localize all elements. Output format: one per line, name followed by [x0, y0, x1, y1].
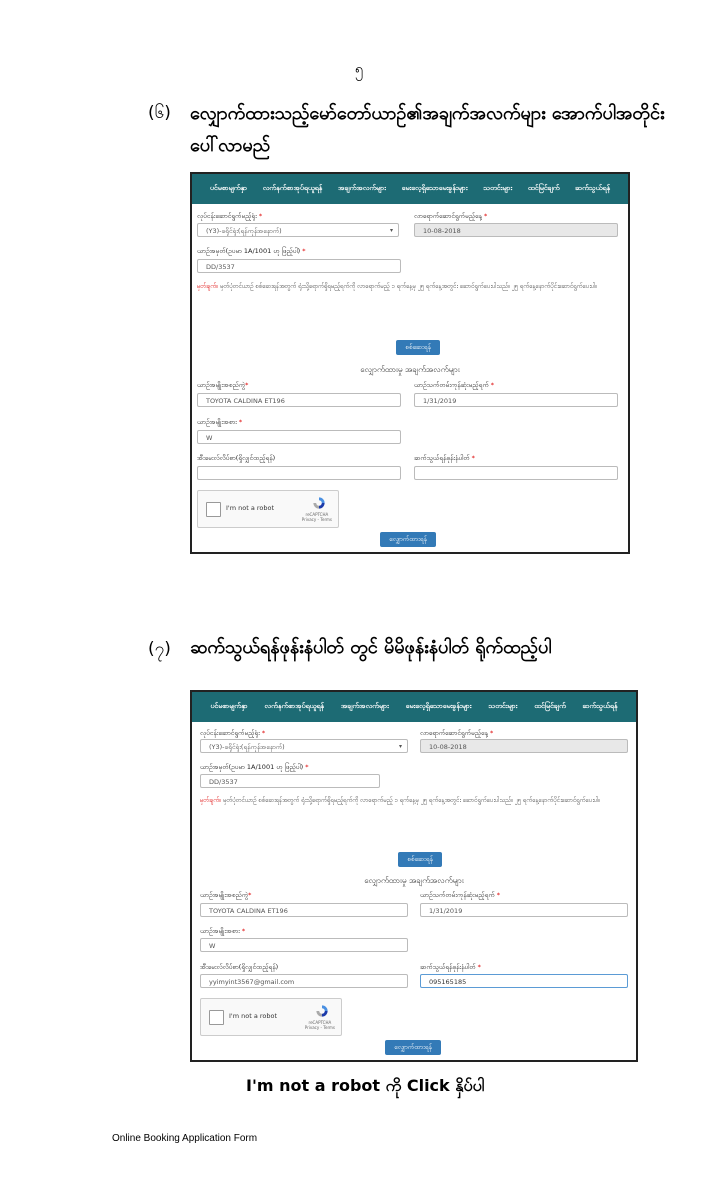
- type-field[interactable]: W: [200, 938, 408, 952]
- model-field[interactable]: TOYOTA CALDINA ET196: [197, 393, 401, 407]
- model-label: ယာဉ်အမျိုးအစည်ကွဲ*: [200, 891, 252, 899]
- email-field[interactable]: yyimyint3567@gmail.com: [200, 974, 408, 988]
- captcha-label: I'm not a robot: [226, 504, 275, 512]
- step-6-line-2: ပေါ်လာမည်: [190, 135, 271, 156]
- email-label: အီးမေးလ်လိပ်စာ(ရှိလျှင်ထည့်ရန်): [200, 963, 279, 971]
- nav-bar: [192, 174, 628, 204]
- expiry-label: ယာဉ်သက်တမ်းကုန်ဆုံးမည့်ရက် *: [420, 891, 501, 899]
- nav-feedback[interactable]: ထင်မြင်ချက်: [527, 184, 560, 192]
- plate-label: ယာဉ်အမှတ်(ဥပမာ 1A/1001 ဟု ဖြည့်ပါ) *: [197, 247, 306, 255]
- type-label: ယာဉ်အမျိုးအစား *: [197, 418, 243, 426]
- date-field[interactable]: 10-08-2018: [420, 739, 628, 753]
- nav-book[interactable]: လက်နက်စာအုပ်ရယူရန်: [264, 702, 324, 710]
- captcha-label: I'm not a robot: [229, 1012, 278, 1020]
- phone-label: ဆက်သွယ်ရန်ဖုန်းနံပါတ် *: [420, 963, 481, 971]
- nav-bar: [192, 692, 636, 722]
- recaptcha-logo-icon: [315, 1004, 329, 1018]
- nav-info[interactable]: အချက်အလက်များ: [340, 702, 389, 710]
- screenshot-form-2: [190, 690, 638, 1062]
- plate-field[interactable]: DD/3537: [197, 259, 401, 273]
- section-title: လျှောက်ထားမှု အချက်အလက်များ: [360, 365, 460, 374]
- step-6-line-1: လျှောက်ထားသည့်မော်တော်ယာဉ်၏အချက်အလက်များ အောက်ပါအတိုင်း: [190, 103, 665, 124]
- email-label: အီးမေးလ်လိပ်စာ(ရှိလျှင်ထည့်ရန်): [197, 454, 276, 462]
- chevron-down-icon: ▾: [398, 743, 402, 750]
- captcha-checkbox[interactable]: [209, 1010, 224, 1025]
- type-field[interactable]: W: [197, 430, 401, 444]
- date-label: လာရောက်ဆောင်ရွက်မည့်နေ့ *: [420, 729, 494, 737]
- nav-contact[interactable]: ဆက်သွယ်ရန်: [582, 702, 618, 710]
- note-text: မှတ်ချက်။ မှတ်ပုံတင်ယာဉ် စစ်ဆေးရန်အတွက် ရုံးသို့ရောက်ရှိရမည့်ရက်ကို လာရောက်မည့် ၁ ရက်နေ့မှ ၂၅ ရက်နေ့အတွင်း ဆောင်ရွက်ပေးပါသည်။ ၂၅ ရက်နေ့နောက်ပိုင်းဆောင်ရွက်ပေးပါ။: [197, 283, 598, 290]
- note-text: မှတ်ချက်။ မှတ်ပုံတင်ယာဉ် စစ်ဆေးရန်အတွက် ရုံးသို့ရောက်ရှိရမည့်ရက်ကို လာရောက်မည့် ၁ ရက်နေ့မှ ၂၅ ရက်နေ့အတွင်း ဆောင်ရွက်ပေးပါသည်။ ၂၅ ရက်နေ့နောက်ပိုင်းဆောင်ရွက်ပေးပါ။: [200, 797, 601, 804]
- recaptcha-widget: [197, 490, 339, 528]
- expiry-field[interactable]: 1/31/2019: [420, 903, 628, 917]
- office-label: လုပ်ငန်းဆောင်ရွက်မည့်ရုံး *: [200, 729, 266, 737]
- captcha-brand: reCAPTCHA Privacy - Terms: [301, 512, 332, 522]
- nav-info[interactable]: အချက်အလက်များ: [338, 184, 386, 192]
- nav-contact[interactable]: ဆက်သွယ်ရန်: [575, 184, 611, 192]
- step-6-text: [190, 98, 665, 162]
- email-field[interactable]: [197, 466, 401, 480]
- type-label: ယာဉ်အမျိုးအစား *: [200, 927, 246, 935]
- screenshot-form-1: [190, 172, 630, 554]
- check-button[interactable]: စစ်ဆေးရန်: [396, 340, 440, 355]
- expiry-field[interactable]: 1/31/2019: [414, 393, 618, 407]
- nav-home[interactable]: ပင်မစာမျက်နှာ: [209, 184, 247, 192]
- nav-feedback[interactable]: ထင်မြင်ချက်: [534, 702, 566, 710]
- phone-label: ဆက်သွယ်ရန်ဖုန်းနံပါတ် *: [414, 454, 475, 462]
- office-select[interactable]: (Y3)-ခရိုင်ရုံး(ရန်ကုန်အနောက်) ▾: [197, 223, 399, 237]
- step-6: [148, 98, 668, 168]
- phone-field[interactable]: [414, 466, 618, 480]
- plate-field[interactable]: DD/3537: [200, 774, 380, 788]
- nav-home[interactable]: ပင်မစာမျက်နှာ: [210, 702, 248, 710]
- step-6-number: (၆): [148, 103, 171, 123]
- office-select[interactable]: (Y3)-ခရိုင်ရုံး(ရန်ကုန်အနောက်) ▾: [200, 739, 408, 753]
- nav-faq[interactable]: မေးလေ့ရှိသောမေးခွန်းများ: [405, 702, 472, 710]
- submit-button[interactable]: လျှောက်ထားရန်: [385, 1040, 441, 1055]
- check-button[interactable]: စစ်ဆေးရန်: [398, 852, 442, 867]
- step-7-text: ဆက်သွယ်ရန်ဖုန်းနံပါတ် တွင် မိမိဖုန်းနံပါတ် ရိုက်ထည့်ပါ: [190, 637, 552, 658]
- nav-news[interactable]: သတင်းများ: [483, 184, 513, 192]
- date-label: လာရောက်ဆောင်ရွက်မည့်နေ့ *: [414, 212, 488, 220]
- caption: I'm not a robot ကို Click နှိပ်ပါ: [246, 1076, 485, 1095]
- nav-faq[interactable]: မေးလေ့ရှိသောမေးခွန်းများ: [401, 184, 468, 192]
- submit-button[interactable]: လျှောက်ထားရန်: [380, 532, 436, 547]
- expiry-label: ယာဉ်သက်တမ်းကုန်ဆုံးမည့်ရက် *: [414, 381, 495, 389]
- recaptcha-widget: [200, 998, 342, 1036]
- phone-field[interactable]: 095165185: [420, 974, 628, 988]
- captcha-checkbox[interactable]: [206, 502, 221, 517]
- step-7: [148, 632, 668, 666]
- date-field[interactable]: 10-08-2018: [414, 223, 618, 237]
- plate-label: ယာဉ်အမှတ်(ဥပမာ 1A/1001 ဟု ဖြည့်ပါ) *: [200, 763, 309, 771]
- page-number: ၅: [354, 60, 364, 78]
- recaptcha-logo-icon: [312, 496, 326, 510]
- captcha-brand: reCAPTCHA Privacy - Terms: [304, 1020, 335, 1030]
- chevron-down-icon: ▾: [389, 227, 393, 234]
- model-field[interactable]: TOYOTA CALDINA ET196: [200, 903, 408, 917]
- step-7-number: (၇): [148, 639, 171, 659]
- section-title: လျှောက်ထားမှု အချက်အလက်များ: [364, 876, 464, 885]
- nav-news[interactable]: သတင်းများ: [488, 702, 518, 710]
- model-label: ယာဉ်အမျိုးအစည်ကွဲ*: [197, 381, 249, 389]
- footer: Online Booking Application Form: [112, 1133, 258, 1144]
- office-label: လုပ်ငန်းဆောင်ရွက်မည့်ရုံး *: [197, 212, 263, 220]
- nav-book[interactable]: လက်နက်စာအုပ်ရယူရန်: [262, 184, 323, 192]
